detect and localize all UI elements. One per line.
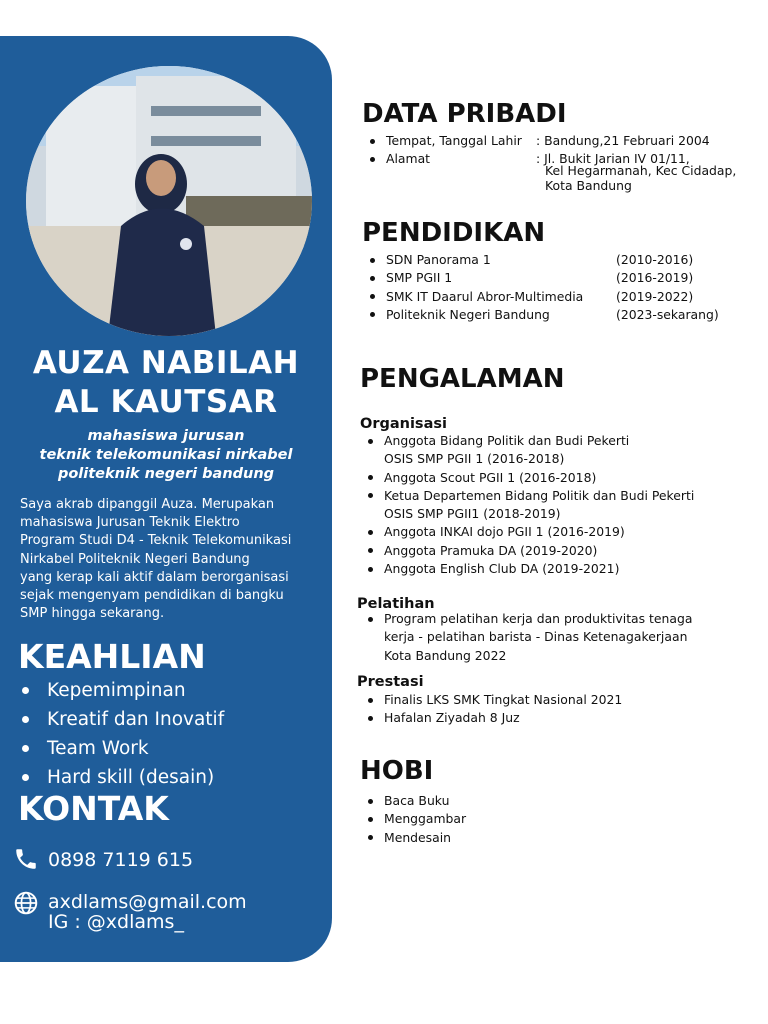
- skill-item: [20, 705, 224, 734]
- list-item-text: Anggota INKAI dojo PGII 1 (2016-2019): [384, 524, 625, 540]
- bullet-icon: [368, 698, 373, 703]
- pengalaman-heading: PENGALAMAN: [360, 364, 565, 394]
- hobi-heading: HOBI: [360, 756, 434, 786]
- list-item-text: Menggambar: [384, 811, 467, 827]
- skill-label: Kreatif dan Inovatif: [47, 709, 225, 730]
- prestasi-list: [356, 691, 622, 728]
- list-item: [356, 610, 692, 628]
- kontak-heading: KONTAK: [18, 789, 169, 828]
- school-name: SMK IT Daarul Abror-Multimedia: [386, 288, 584, 304]
- keahlian-heading: KEAHLIAN: [18, 637, 206, 676]
- name-line-1: AUZA NABILAH: [32, 345, 300, 381]
- name-line-2: AL KAUTSAR: [54, 384, 278, 420]
- alamat-line: Kota Bandung: [545, 178, 632, 193]
- list-item: [356, 432, 694, 450]
- profile-sidebar: [0, 36, 332, 962]
- list-item: [356, 560, 694, 578]
- profile-subtitle: [0, 427, 332, 484]
- list-item: [356, 792, 466, 810]
- list-item: [356, 487, 694, 505]
- list-item-text: Finalis LKS SMK Tingkat Nasional 2021: [384, 692, 623, 707]
- organisasi-heading: Organisasi: [360, 416, 447, 432]
- about-text: [20, 496, 330, 623]
- bullet-icon: [22, 687, 29, 694]
- school-name: Politeknik Negeri Bandung: [386, 306, 550, 322]
- list-item-continuation: [356, 647, 692, 665]
- profile-photo: [26, 66, 312, 336]
- list-item-text: Anggota Scout PGII 1 (2016-2018): [384, 469, 597, 485]
- list-item: [358, 251, 719, 269]
- bullet-icon: [370, 294, 375, 299]
- bullet-icon: [370, 157, 375, 162]
- bullet-icon: [368, 617, 373, 622]
- about-line: Program Studi D4 - Teknik Telekomunikasi: [20, 533, 292, 549]
- bullet-icon: [368, 493, 373, 498]
- pelatihan-heading: Pelatihan: [357, 596, 435, 612]
- bullet-icon: [368, 475, 373, 480]
- school-years: (2019-2022): [616, 288, 694, 304]
- list-item-text: kerja - pelatihan barista - Dinas Ketenagakerjaan: [384, 629, 688, 645]
- ttl-label: Tempat, Tanggal Lahir: [386, 133, 522, 148]
- bullet-icon: [368, 548, 373, 553]
- phone-number[interactable]: 0898 7119 615: [48, 849, 194, 871]
- pendidikan-list: [358, 251, 719, 324]
- list-item-continuation: [356, 450, 694, 468]
- skill-item: [20, 676, 224, 705]
- bullet-icon: [368, 799, 373, 804]
- list-item: [356, 691, 622, 709]
- data-pribadi-heading: DATA PRIBADI: [362, 99, 567, 129]
- email-address[interactable]: axdlams@gmail.com: [48, 891, 247, 913]
- list-item-text: Mendesain: [384, 829, 451, 845]
- about-line: sejak mengenyam pendidikan di bangku: [20, 588, 284, 604]
- list-item-text: Hafalan Ziyadah 8 Juz: [384, 710, 520, 726]
- bullet-icon: [368, 716, 373, 721]
- organisasi-list: [356, 432, 694, 578]
- subtitle-line: politeknik negeri bandung: [57, 466, 275, 482]
- bullet-icon: [370, 276, 375, 281]
- school-years: (2023-sekarang): [616, 306, 719, 322]
- list-item: [356, 709, 622, 727]
- list-item: [358, 288, 719, 306]
- bullet-icon: [370, 312, 375, 317]
- skills-list: [20, 676, 224, 792]
- list-item: [358, 269, 719, 287]
- list-item-continuation: [356, 628, 692, 646]
- about-line: mahasiswa Jurusan Teknik Elektro: [20, 515, 240, 531]
- subtitle-line: mahasiswa jurusan: [87, 428, 245, 444]
- hobi-list: [356, 792, 466, 847]
- pendidikan-heading: PENDIDIKAN: [362, 218, 546, 248]
- prestasi-heading: Prestasi: [357, 674, 424, 690]
- list-item: [356, 829, 466, 847]
- pelatihan-list: [356, 610, 692, 665]
- list-item-text: Anggota Bidang Politik dan Budi Pekerti: [384, 433, 630, 448]
- list-item: [356, 469, 694, 487]
- school-name: SMP PGII 1: [386, 270, 453, 286]
- globe-icon: [12, 890, 40, 916]
- instagram-handle[interactable]: IG : @xdlams_: [48, 911, 184, 933]
- bullet-icon: [22, 774, 29, 781]
- alamat-line: : Jl. Bukit Jarian IV 01/11,: [536, 151, 690, 167]
- about-line: SMP hingga sekarang.: [20, 606, 165, 622]
- bullet-icon: [368, 439, 373, 444]
- school-years: (2010-2016): [616, 252, 694, 267]
- bullet-icon: [368, 567, 373, 572]
- list-item: [356, 523, 694, 541]
- bullet-icon: [370, 139, 375, 144]
- about-line: Nirkabel Politeknik Negeri Bandung: [20, 551, 250, 567]
- list-item-text: Baca Buku: [384, 793, 450, 808]
- alamat-line: Kel Hegarmanah, Kec Cidadap,: [545, 163, 737, 178]
- about-line: Saya akrab dipanggil Auza. Merupakan: [20, 497, 275, 512]
- school-years: (2016-2019): [616, 270, 694, 286]
- list-item-text: Ketua Departemen Bidang Politik dan Budi Pekerti: [384, 487, 695, 503]
- bullet-icon: [368, 817, 373, 822]
- list-item: [356, 810, 466, 828]
- alamat-label: Alamat: [386, 151, 431, 167]
- list-item-text: Kota Bandung 2022: [384, 647, 507, 663]
- phone-row: [12, 846, 193, 872]
- list-item-text: Anggota Pramuka DA (2019-2020): [384, 542, 598, 558]
- list-item: [358, 132, 710, 150]
- skill-item: [20, 763, 224, 792]
- skill-item: [20, 734, 224, 763]
- list-item-text: Anggota English Club DA (2019-2021): [384, 561, 620, 577]
- skill-label: Hard skill (desain): [47, 767, 215, 788]
- phone-icon: [12, 846, 40, 872]
- list-item-text: OSIS SMP PGII1 (2018-2019): [384, 506, 561, 522]
- bullet-icon: [368, 530, 373, 535]
- subtitle-line: teknik telekomunikasi nirkabel: [39, 447, 293, 463]
- bullet-icon: [22, 716, 29, 723]
- bullet-icon: [22, 745, 29, 752]
- ttl-value: : Bandung,21 Februari 2004: [536, 133, 710, 148]
- list-item-text: Program pelatihan kerja dan produktivitas tenaga: [384, 611, 693, 626]
- list-item: [356, 542, 694, 560]
- list-item-text: OSIS SMP PGII 1 (2016-2018): [384, 451, 565, 467]
- bullet-icon: [370, 258, 375, 263]
- school-name: SDN Panorama 1: [386, 252, 491, 267]
- list-item: [358, 306, 719, 324]
- list-item-continuation: [356, 505, 694, 523]
- skill-label: Team Work: [47, 738, 149, 759]
- skill-label: Kepemimpinan: [47, 680, 186, 701]
- bullet-icon: [368, 835, 373, 840]
- about-line: yang kerap kali aktif dalam berorganisasi: [20, 569, 289, 585]
- email-row: [12, 890, 247, 932]
